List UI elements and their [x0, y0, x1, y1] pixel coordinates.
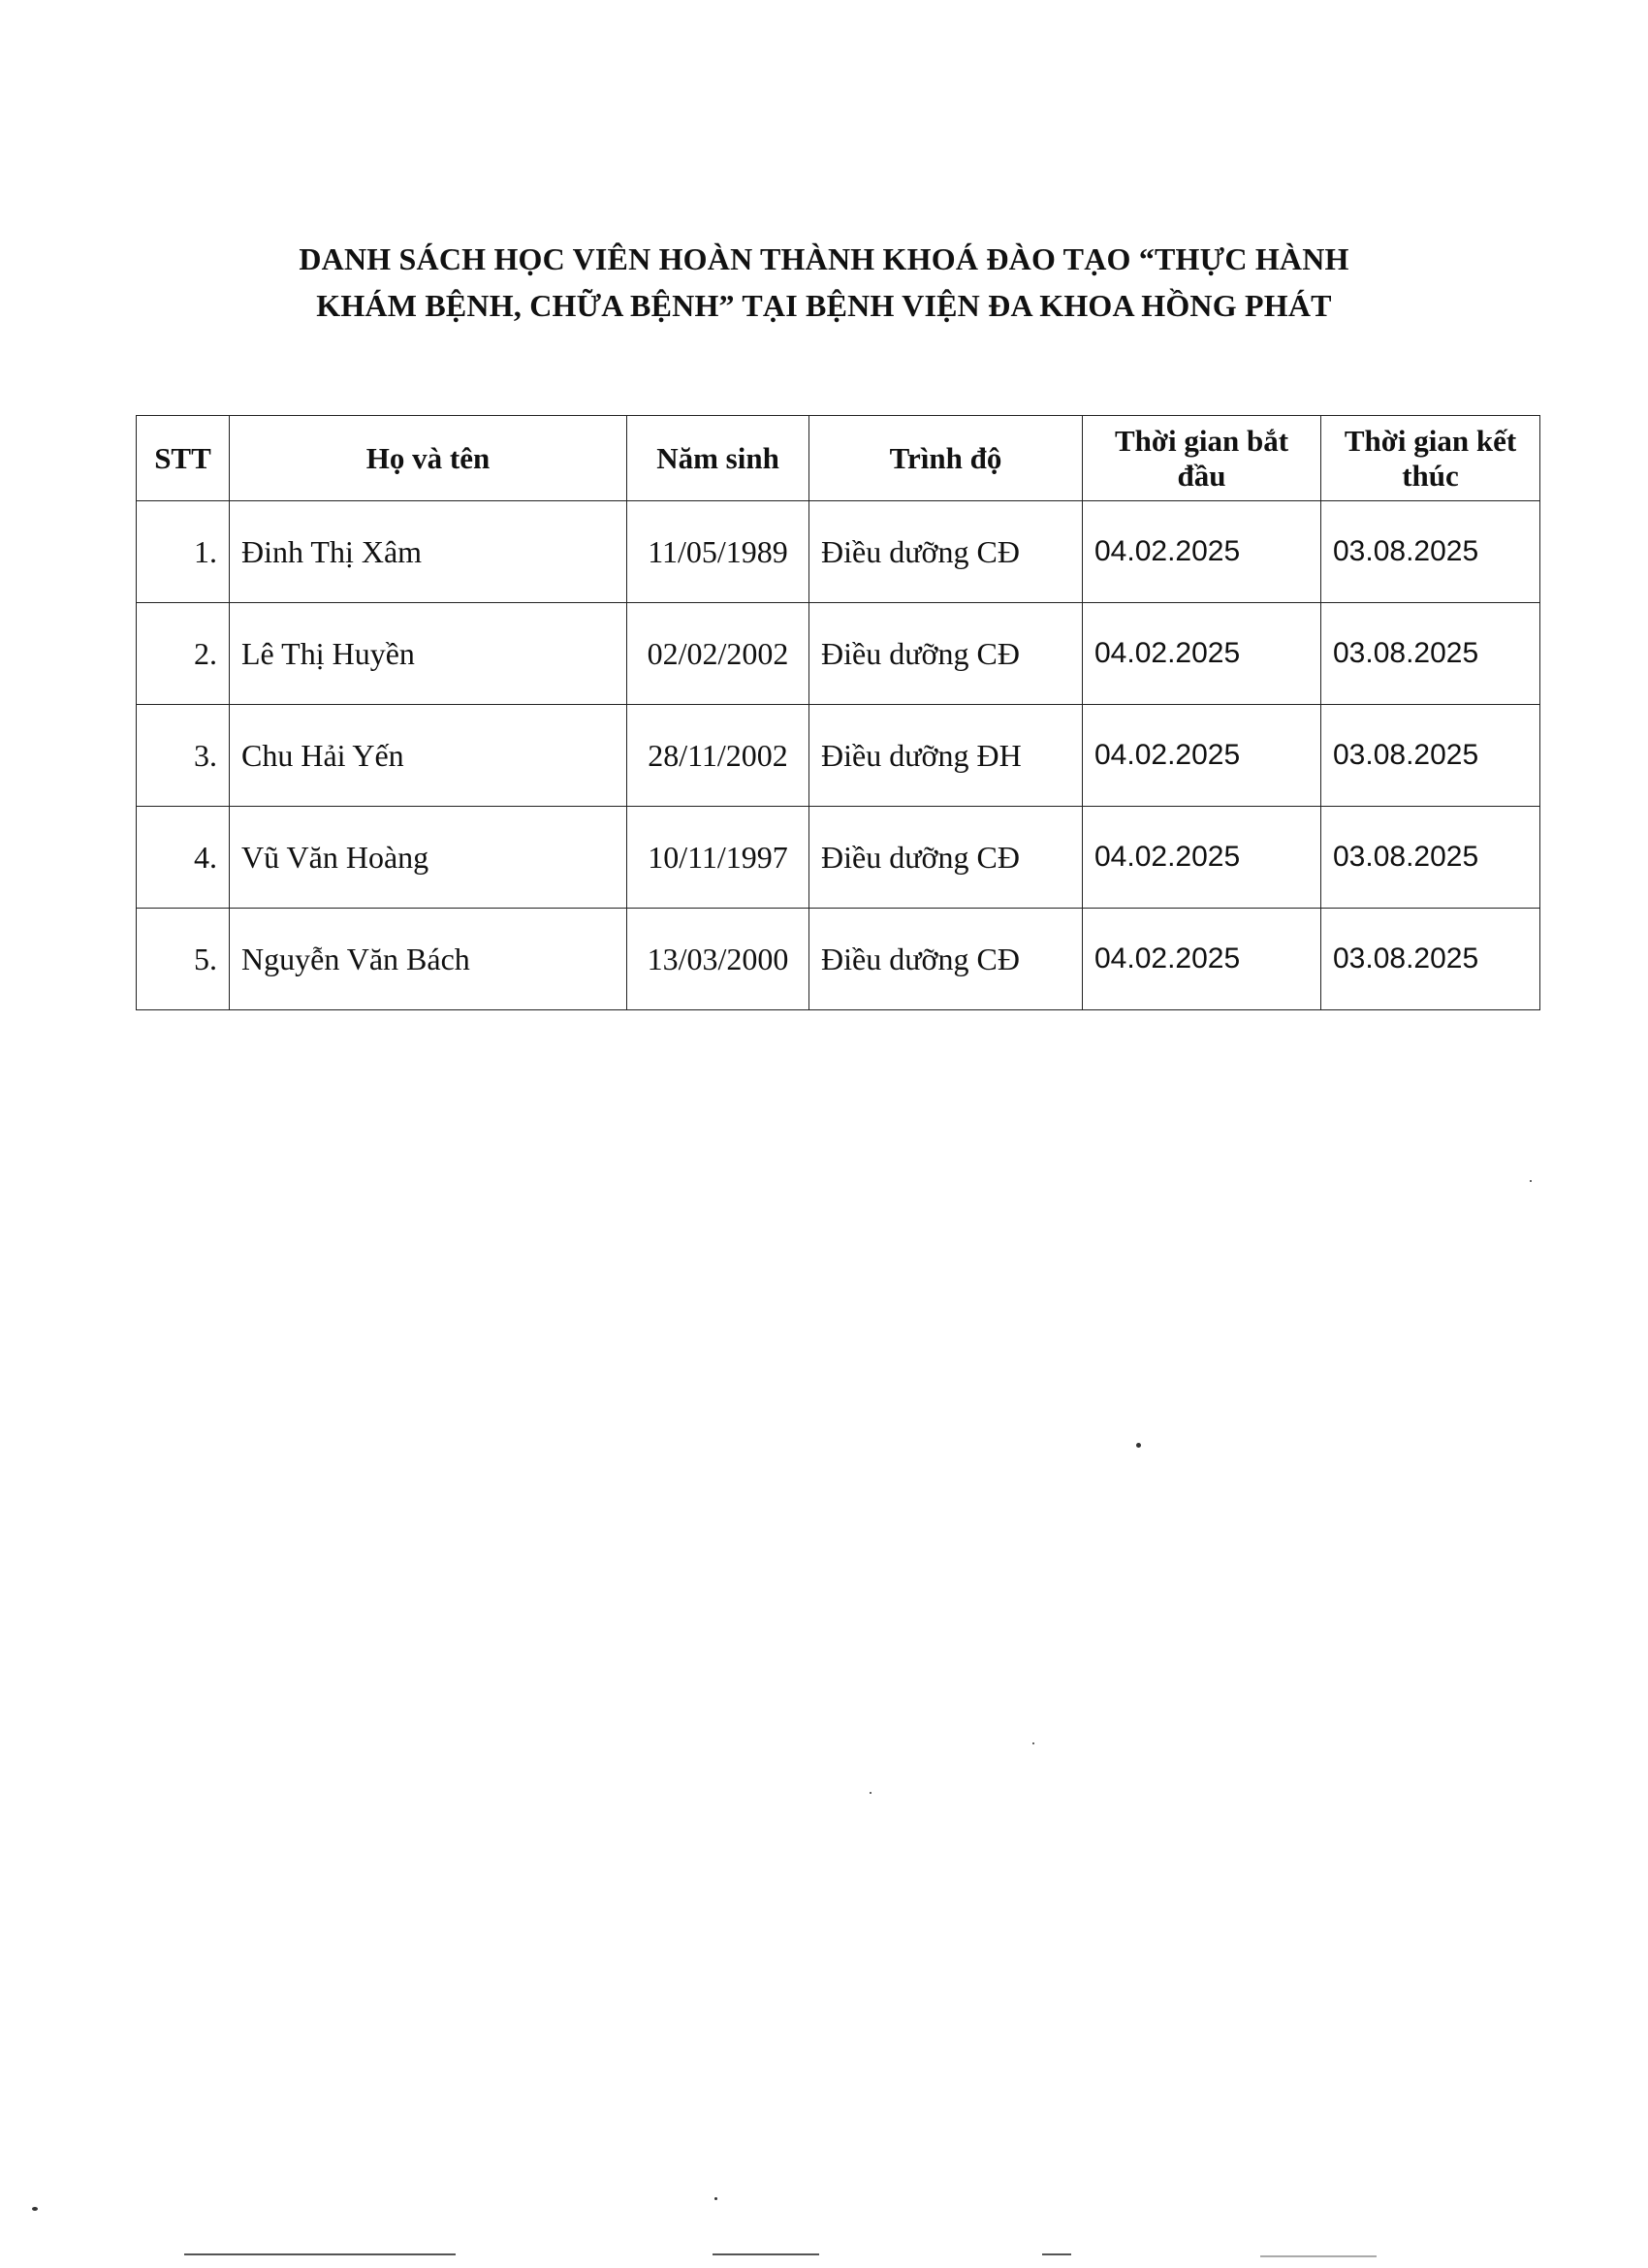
cell-start-date: 04.02.2025 — [1083, 909, 1321, 1010]
table-row — [137, 501, 1540, 603]
header-end-date: Thời gian kết thúc — [1321, 416, 1540, 501]
scan-speck — [1530, 1180, 1532, 1182]
table-header — [137, 416, 1540, 501]
cell-level: Điều dưỡng CĐ — [809, 501, 1083, 603]
scan-speck — [870, 1792, 872, 1794]
table-body — [137, 501, 1540, 1010]
cell-name: Vũ Văn Hoàng — [230, 807, 627, 909]
scan-line — [713, 2253, 819, 2255]
cell-birth-date: 11/05/1989 — [627, 501, 809, 603]
trainee-table — [136, 415, 1540, 1010]
cell-end-date: 03.08.2025 — [1321, 705, 1540, 807]
table-row — [137, 909, 1540, 1010]
cell-stt: 1. — [137, 501, 230, 603]
cell-stt: 4. — [137, 807, 230, 909]
cell-end-date: 03.08.2025 — [1321, 807, 1540, 909]
cell-level: Điều dưỡng ĐH — [809, 705, 1083, 807]
header-birth-year: Năm sinh — [627, 416, 809, 501]
cell-start-date: 04.02.2025 — [1083, 807, 1321, 909]
title-line-1: DANH SÁCH HỌC VIÊN HOÀN THÀNH KHOÁ ĐÀO TẠO “THỰC HÀNH — [299, 241, 1349, 276]
header-name: Họ và tên — [230, 416, 627, 501]
cell-start-date: 04.02.2025 — [1083, 501, 1321, 603]
cell-stt: 3. — [137, 705, 230, 807]
scan-speck — [714, 2197, 717, 2200]
header-start-date: Thời gian bắt đầu — [1083, 416, 1321, 501]
table-row — [137, 603, 1540, 705]
cell-name: Lê Thị Huyền — [230, 603, 627, 705]
scan-line — [184, 2253, 456, 2255]
cell-end-date: 03.08.2025 — [1321, 603, 1540, 705]
scan-line — [1260, 2255, 1377, 2257]
header-level: Trình độ — [809, 416, 1083, 501]
cell-name: Đinh Thị Xâm — [230, 501, 627, 603]
scan-speck — [1032, 1742, 1034, 1744]
cell-birth-date: 10/11/1997 — [627, 807, 809, 909]
cell-birth-date: 13/03/2000 — [627, 909, 809, 1010]
scan-line — [1042, 2253, 1071, 2255]
cell-name: Nguyễn Văn Bách — [230, 909, 627, 1010]
cell-name: Chu Hải Yến — [230, 705, 627, 807]
cell-end-date: 03.08.2025 — [1321, 909, 1540, 1010]
table-row — [137, 705, 1540, 807]
cell-level: Điều dưỡng CĐ — [809, 807, 1083, 909]
cell-stt: 5. — [137, 909, 230, 1010]
scan-speck — [32, 2207, 38, 2211]
cell-start-date: 04.02.2025 — [1083, 603, 1321, 705]
table-row — [137, 807, 1540, 909]
cell-level: Điều dưỡng CĐ — [809, 909, 1083, 1010]
cell-birth-date: 02/02/2002 — [627, 603, 809, 705]
scan-speck — [1136, 1443, 1141, 1448]
document-title — [145, 236, 1503, 329]
cell-birth-date: 28/11/2002 — [627, 705, 809, 807]
title-line-2: KHÁM BỆNH, CHỮA BỆNH” TẠI BỆNH VIỆN ĐA KHOA HỒNG PHÁT — [316, 288, 1332, 323]
header-stt: STT — [137, 416, 230, 501]
cell-end-date: 03.08.2025 — [1321, 501, 1540, 603]
cell-start-date: 04.02.2025 — [1083, 705, 1321, 807]
cell-level: Điều dưỡng CĐ — [809, 603, 1083, 705]
cell-stt: 2. — [137, 603, 230, 705]
header-row — [137, 416, 1540, 501]
